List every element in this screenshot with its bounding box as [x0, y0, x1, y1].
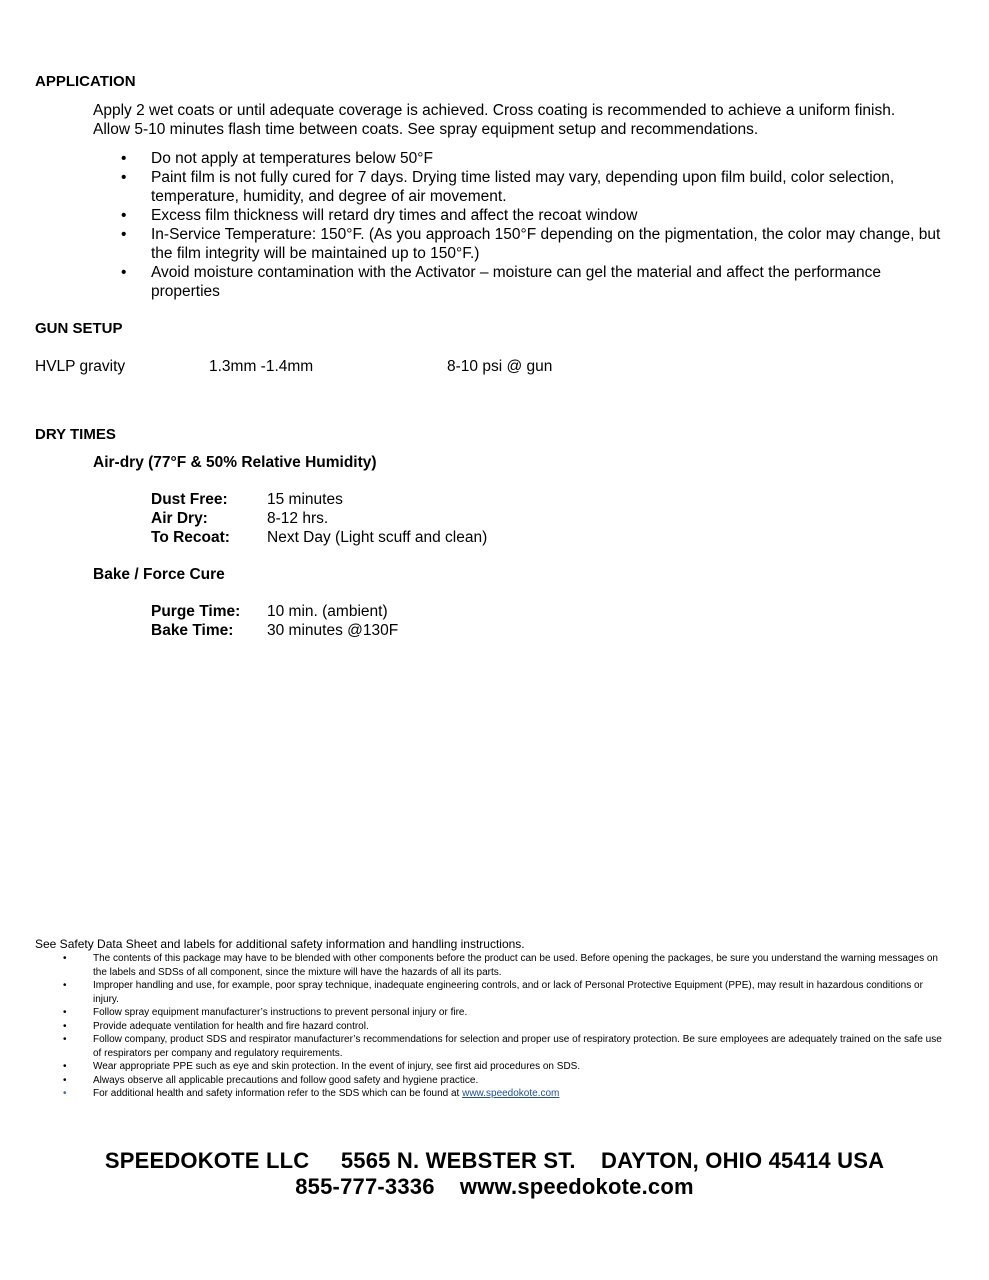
list-item: • In-Service Temperature: 150°F. (As you approach 150°F depending on the pigmentation, the color may change, but the film integrity will be maintained up to 150°F.)	[93, 225, 943, 263]
bake-heading: Bake / Force Cure	[93, 566, 225, 583]
footer-contact: 855-777-3336 www.speedokote.com	[295, 1174, 694, 1199]
dust-free-value: 15 minutes	[267, 491, 343, 508]
list-item: • Follow spray equipment manufacturer’s instructions to prevent personal injury or fire.	[35, 1006, 945, 1020]
sds-info-text: For additional health and safety information refer to the SDS which can be found at	[93, 1088, 463, 1099]
air-dry-value: 8-12 hrs.	[267, 510, 329, 527]
list-item: • Always observe all applicable precautions and follow good safety and hygiene practice.	[35, 1074, 945, 1088]
purge-time-label: Purge Time:	[151, 603, 241, 620]
dust-free-label: Dust Free:	[151, 491, 228, 508]
to-recoat-label: To Recoat:	[151, 529, 230, 546]
gun-tip-size: 1.3mm -1.4mm	[209, 358, 314, 375]
gun-type: HVLP gravity	[35, 358, 126, 375]
application-intro	[93, 101, 973, 139]
dry-times-heading: DRY TIMES	[35, 426, 116, 443]
list-item: • Follow company, product SDS and respirator manufacturer’s recommendations for selection and proper use of respiratory protection. Be sure employees are adequately trained on the safe use of respirators per company and regulatory requirements.	[35, 1033, 945, 1060]
to-recoat-value: Next Day (Light scuff and clean)	[267, 529, 488, 546]
safety-intro: See Safety Data Sheet and labels for additional safety information and handling instructions.	[35, 937, 525, 951]
safety-bullets	[35, 952, 945, 1101]
list-item: • Paint film is not fully cured for 7 days. Drying time listed may vary, depending upon film build, color selection, temperature, humidity, and degree of air movement.	[93, 168, 943, 206]
air-dry-heading: Air-dry (77°F & 50% Relative Humidity)	[93, 454, 377, 471]
application-intro-line-1: Apply 2 wet coats or until adequate coverage is achieved. Cross coating is recommended to achieve a uniform finish.	[93, 102, 896, 119]
bake-time-label: Bake Time:	[151, 622, 234, 639]
application-bullets	[93, 149, 943, 301]
list-item: • The contents of this package may have to be blended with other components before the product can be used. Before opening the packages, be sure you understand the warning messages on the labels and SDSs of all component, since the mixture will have the hazards of all its parts.	[35, 952, 945, 979]
air-dry-label: Air Dry:	[151, 510, 208, 527]
footer-address: SPEEDOKOTE LLC 5565 N. WEBSTER ST. DAYTON, OHIO 45414 USA	[104, 1148, 885, 1173]
bake-time-value: 30 minutes @130F	[267, 622, 399, 639]
speedokote-link[interactable]: www.speedokote.com	[462, 1088, 560, 1099]
list-item: • Provide adequate ventilation for health and fire hazard control.	[35, 1020, 945, 1034]
list-item: • Improper handling and use, for example, poor spray technique, inadequate engineering controls, and or lack of Personal Protective Equipment (PPE), may result in hazardous conditions or injury.	[35, 979, 945, 1006]
gun-pressure: 8-10 psi @ gun	[447, 358, 553, 375]
application-heading: APPLICATION	[35, 73, 136, 90]
list-item: • Do not apply at temperatures below 50°F	[93, 149, 943, 168]
application-intro-line-2: Allow 5-10 minutes flash time between coats. See spray equipment setup and recommendations.	[93, 121, 759, 138]
list-item	[35, 1087, 945, 1101]
gun-setup-heading: GUN SETUP	[35, 320, 123, 337]
list-item: • Excess film thickness will retard dry times and affect the recoat window	[93, 206, 943, 225]
list-item: • Avoid moisture contamination with the Activator – moisture can gel the material and affect the performance properties	[93, 263, 943, 301]
list-item: • Wear appropriate PPE such as eye and skin protection. In the event of injury, see first aid procedures on SDS.	[35, 1060, 945, 1074]
purge-time-value: 10 min. (ambient)	[267, 603, 388, 620]
